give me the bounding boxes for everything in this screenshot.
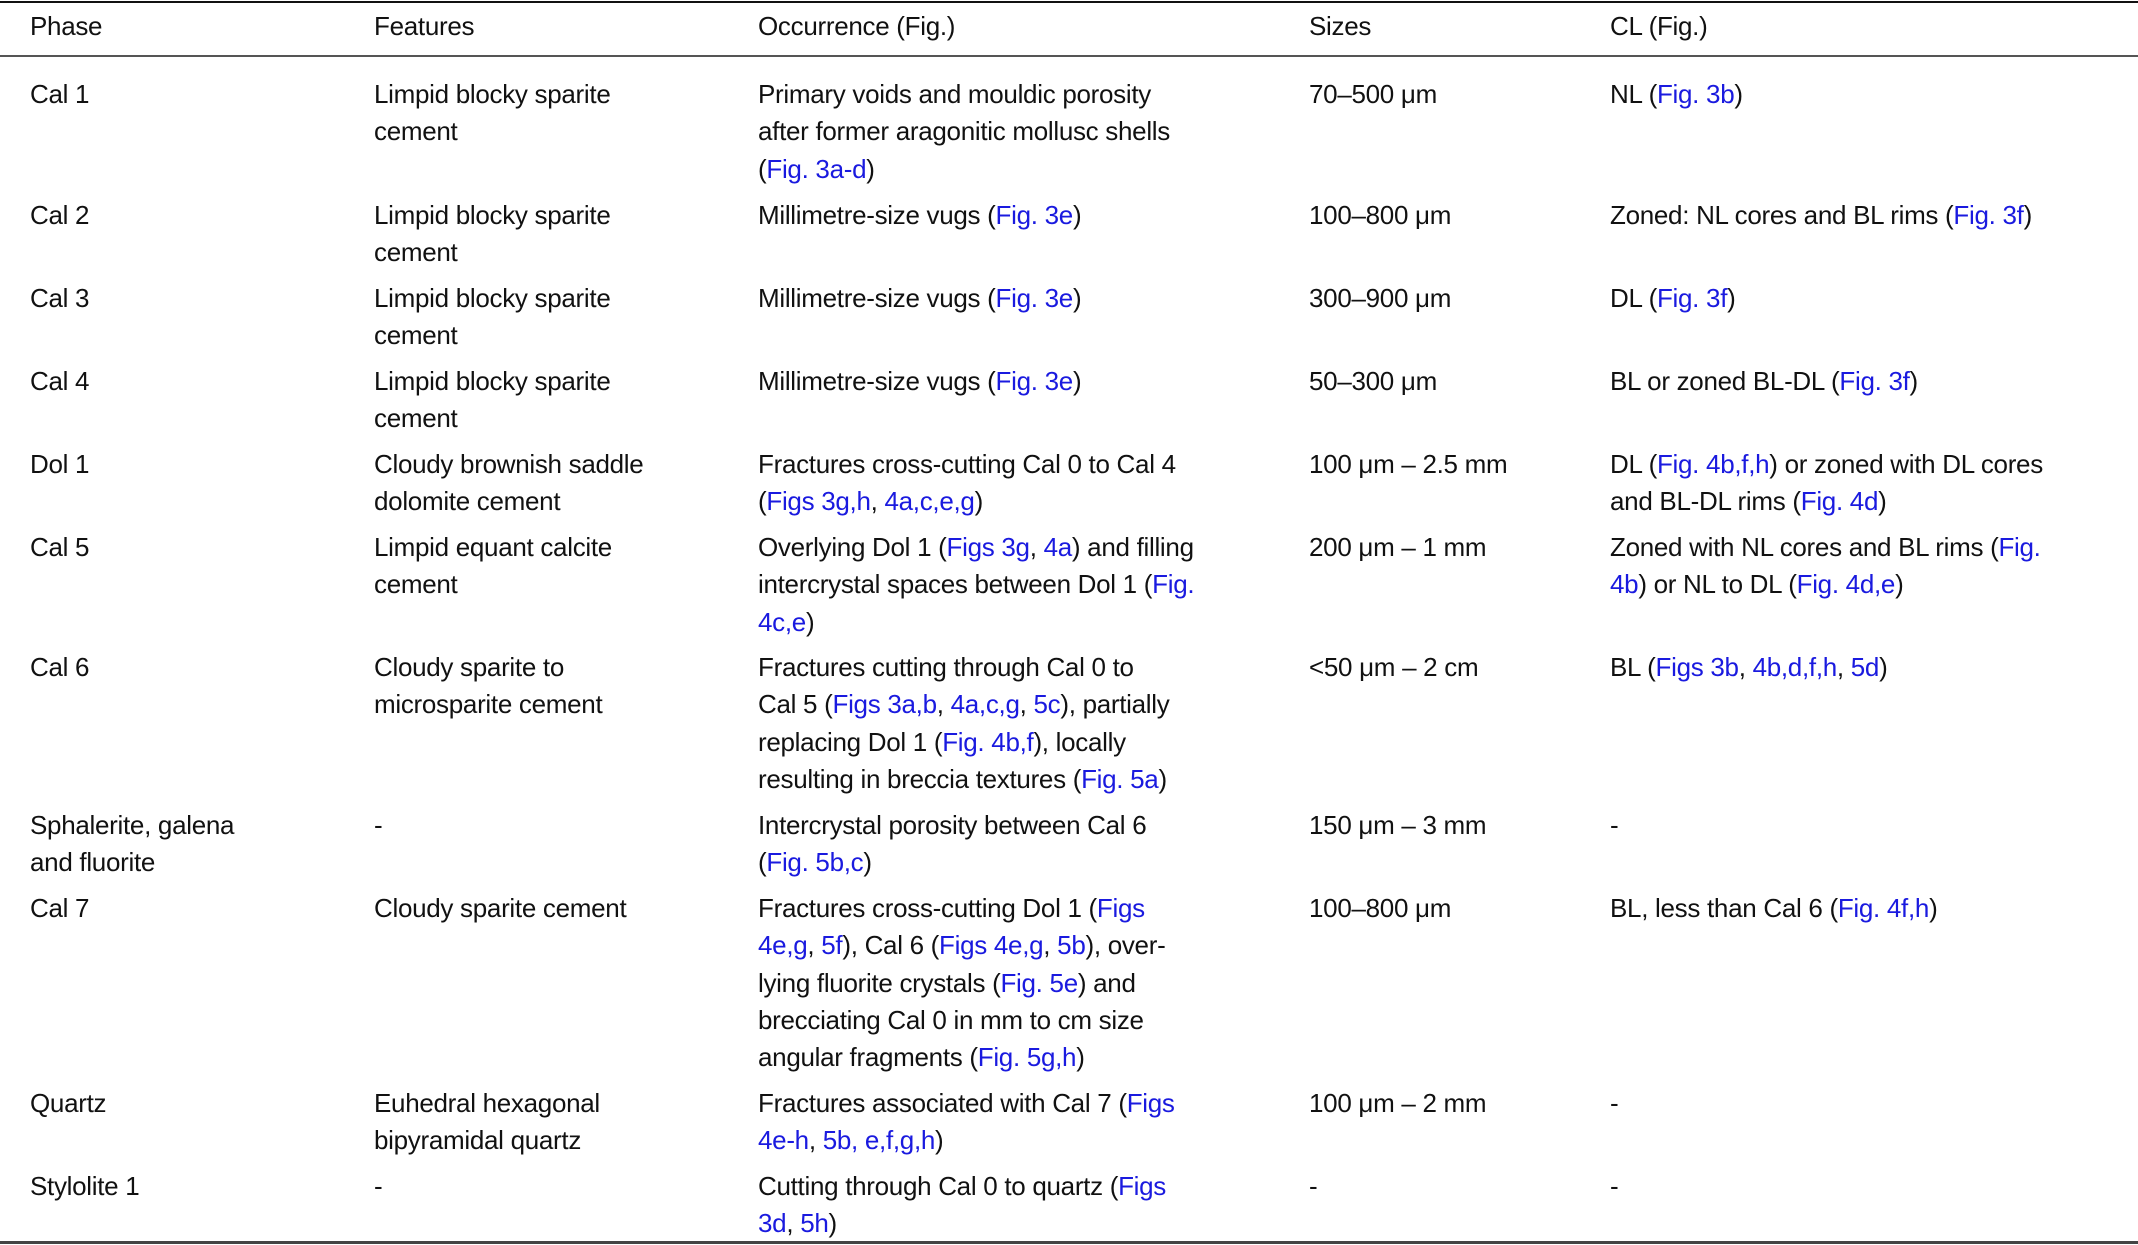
cell-text: ) and filling [1071, 532, 1194, 562]
cell-text: 70–500 μm [1309, 79, 1437, 109]
figure-link[interactable]: Fig. 4d,e [1796, 569, 1896, 600]
cell-text: ( [758, 847, 767, 878]
cell-text: angular fragments ( [758, 1042, 978, 1073]
cell-line [374, 566, 612, 603]
figure-link[interactable]: Fig. 4f,h [1837, 893, 1930, 923]
figure-link[interactable]: Fig. 3f [1839, 366, 1910, 396]
header-sizes: Sizes [1309, 11, 1372, 41]
cell-text: dolomite cement [374, 486, 561, 517]
cell-text: ) [1879, 652, 1888, 682]
cell-cl [1610, 76, 1743, 113]
cell-text: 100–800 μm [1309, 893, 1452, 923]
figure-link[interactable]: 4e,g [758, 930, 808, 961]
cell-phase [30, 197, 89, 234]
figure-link[interactable]: Fig. 4d [1800, 486, 1879, 517]
cell-line [1309, 890, 1451, 927]
cell-text: lying fluorite crystals ( [758, 967, 1001, 998]
cell-line [758, 1168, 1166, 1205]
cell-text: ) and [1077, 967, 1136, 998]
cell-text: , [936, 689, 951, 720]
cell-phase [30, 807, 234, 882]
cell-text: Cal 5 ( [758, 689, 833, 720]
cell-text: cement [374, 403, 458, 434]
cell-line [374, 686, 602, 723]
cell-line [1610, 649, 1887, 686]
cell-text: ) [1929, 893, 1938, 923]
cell-line [1610, 807, 1618, 844]
cell-phase [30, 529, 89, 566]
cell-line [758, 151, 1170, 188]
figure-link[interactable]: Figs 3g,h [766, 486, 871, 517]
cell-occurrence [758, 363, 1081, 400]
figure-link[interactable]: Fig. 5e [1000, 967, 1078, 998]
cell-text: cement [374, 237, 458, 268]
cell-line [30, 529, 89, 566]
cell-text: ) [1158, 763, 1167, 794]
cell-text: DL ( [1610, 449, 1657, 479]
cell-text: Millimetre-size vugs ( [758, 366, 996, 396]
cell-line [374, 483, 643, 520]
cell-text: 100 μm – 2.5 mm [1309, 449, 1508, 479]
cell-sizes [1309, 446, 1507, 483]
cell-text: Cutting through Cal 0 to quartz ( [758, 1171, 1119, 1201]
cell-text: ) [1072, 283, 1082, 313]
header-features: Features [374, 11, 475, 41]
cell-text: BL, less than Cal 6 ( [1610, 893, 1838, 923]
cell-text: Cloudy sparite cement [374, 893, 627, 923]
cell-text: Primary voids and mouldic porosity [758, 79, 1151, 109]
cell-text: and fluorite [30, 847, 156, 878]
cell-text: Cal 5 [30, 532, 90, 562]
cell-text: cement [374, 569, 458, 600]
cell-line [1610, 483, 2043, 520]
cell-text: Euhedral hexagonal [374, 1088, 600, 1118]
cell-line [758, 197, 1081, 234]
figure-link[interactable]: Fig. 4b,f [942, 726, 1034, 757]
cell-features [374, 649, 602, 724]
cell-text: microsparite cement [374, 689, 603, 720]
cell-text: - [374, 810, 383, 840]
figure-link[interactable]: Fig. 3e [995, 200, 1073, 230]
cell-line [1610, 890, 1937, 927]
cell-line [758, 686, 1169, 723]
cell-line [30, 1085, 106, 1122]
cell-text: Cal 3 [30, 283, 90, 313]
cell-text: 100–800 μm [1309, 200, 1452, 230]
cell-cl [1610, 890, 1937, 927]
cell-text: ) [1072, 366, 1082, 396]
header-cl: CL (Fig.) [1610, 11, 1708, 41]
cell-sizes [1309, 1168, 1317, 1205]
cell-line [1309, 197, 1451, 234]
cell-line [758, 761, 1169, 798]
cell-line [374, 1085, 600, 1122]
cell-cl [1610, 280, 1735, 317]
cell-line [374, 807, 382, 844]
cell-text: Limpid blocky sparite [374, 79, 611, 109]
cell-sizes [1309, 280, 1451, 317]
cell-line [374, 234, 610, 271]
cell-text: , [1043, 930, 1058, 961]
cell-line [374, 446, 643, 483]
cell-text: 300–900 μm [1309, 283, 1452, 313]
cell-line [30, 76, 89, 113]
cell-text: ( [758, 486, 767, 517]
cell-features [374, 76, 610, 151]
header-rule [0, 55, 2138, 57]
cell-line [758, 280, 1081, 317]
cell-cl [1610, 649, 1887, 686]
cell-text: 100 μm – 2 mm [1309, 1088, 1487, 1118]
cell-line [30, 844, 234, 881]
cell-line [374, 1168, 382, 1205]
cell-text: ( [758, 153, 767, 184]
cell-line [1610, 76, 1743, 113]
cell-occurrence [758, 280, 1081, 317]
cell-text: Cal 2 [30, 200, 90, 230]
cell-text: NL ( [1610, 79, 1657, 109]
cell-features [374, 197, 610, 272]
cell-text: ) [1895, 569, 1904, 600]
cell-line [758, 927, 1165, 964]
cell-text: Fractures cross-cutting Cal 0 to Cal 4 [758, 449, 1176, 479]
cell-text: , [1019, 689, 1034, 720]
cell-text: ) [863, 847, 872, 878]
cell-features [374, 363, 610, 438]
cell-text: - [1610, 1171, 1619, 1201]
cell-line [374, 197, 610, 234]
cell-line [758, 965, 1165, 1002]
cell-line [1309, 446, 1507, 483]
figure-link[interactable]: Figs 3a,b [832, 689, 937, 720]
cell-text: ) [1727, 283, 1736, 313]
cell-occurrence [758, 807, 1146, 882]
cell-text: BL ( [1610, 652, 1656, 682]
cell-text: Cal 4 [30, 366, 90, 396]
figure-link[interactable]: 5d [1850, 652, 1880, 682]
cell-sizes [1309, 529, 1486, 566]
cell-sizes [1309, 197, 1451, 234]
cell-text: resulting in breccia textures ( [758, 763, 1082, 794]
cell-sizes [1309, 1085, 1486, 1122]
cell-line [1610, 1085, 1618, 1122]
cell-text: Limpid equant calcite [374, 532, 612, 562]
cell-phase [30, 280, 89, 317]
cell-text: bipyramidal quartz [374, 1125, 582, 1156]
cell-text: ) [1072, 200, 1082, 230]
cell-text: - [374, 1171, 383, 1201]
cell-line [30, 1168, 139, 1205]
figure-link[interactable]: 3d [758, 1208, 787, 1239]
cell-text: and BL-DL rims ( [1610, 486, 1801, 517]
cell-text: ), Cal 6 ( [842, 930, 940, 961]
cell-features [374, 890, 626, 927]
cell-text: ) [1734, 79, 1743, 109]
cell-text: Fractures cutting through Cal 0 to [758, 652, 1134, 682]
figure-link[interactable]: Fig. [1998, 532, 2041, 562]
cell-line [374, 76, 610, 113]
cell-text: Zoned with NL cores and BL rims ( [1610, 532, 1999, 562]
header-phase: Phase [30, 11, 103, 41]
cell-text: 150 μm – 3 mm [1309, 810, 1487, 840]
cell-occurrence [758, 529, 1194, 641]
figure-link[interactable]: Fig. 3e [995, 366, 1073, 396]
figure-link[interactable]: Fig. 3a-d [766, 153, 867, 184]
cell-text: Quartz [30, 1088, 107, 1118]
cell-phase [30, 890, 89, 927]
header-occurrence: Occurrence (Fig.) [758, 11, 956, 41]
cell-line [758, 1085, 1175, 1122]
cell-line [30, 649, 89, 686]
cell-text: ), partially [1060, 689, 1170, 720]
cell-occurrence [758, 197, 1081, 234]
cell-cl [1610, 1085, 1618, 1122]
cell-text: , [808, 1125, 823, 1156]
cell-line [758, 529, 1194, 566]
cell-occurrence [758, 890, 1165, 1076]
cell-cl [1610, 363, 1918, 400]
cell-text: Cal 6 [30, 652, 90, 682]
cell-text: , [1836, 652, 1851, 682]
cell-line [30, 363, 89, 400]
cell-sizes [1309, 363, 1437, 400]
figure-link[interactable]: 5f [821, 930, 843, 961]
figure-link[interactable]: Fig. 5a [1081, 763, 1159, 794]
cell-occurrence [758, 649, 1169, 798]
cell-text: 50–300 μm [1309, 366, 1437, 396]
figure-link[interactable]: Figs [1118, 1171, 1167, 1201]
cell-phase [30, 1168, 139, 1205]
cell-line [758, 844, 1146, 881]
cell-line [1610, 197, 2032, 234]
cell-sizes [1309, 890, 1451, 927]
cell-line [374, 363, 610, 400]
cell-line [758, 807, 1146, 844]
cell-line [374, 890, 626, 927]
cell-text: ) [828, 1208, 837, 1239]
cell-line [758, 363, 1081, 400]
figure-link[interactable]: Fig. 3f [1656, 283, 1728, 313]
cell-sizes [1309, 807, 1486, 844]
cell-text: BL or zoned BL-DL ( [1610, 366, 1840, 396]
cell-line [30, 807, 234, 844]
cell-text: , [786, 1208, 801, 1239]
cell-text: Zoned: NL cores and BL rims ( [1610, 200, 1954, 230]
cell-line [1309, 76, 1437, 113]
cell-text: Limpid blocky sparite [374, 366, 611, 396]
cell-occurrence [758, 76, 1170, 188]
cell-line [758, 76, 1170, 113]
cell-text: , [1738, 652, 1753, 682]
cell-text: ) [866, 153, 875, 184]
cell-text: Limpid blocky sparite [374, 200, 611, 230]
cell-sizes [1309, 649, 1478, 686]
cell-phase [30, 1085, 106, 1122]
cell-text: Cloudy brownish saddle [374, 449, 644, 479]
cell-text: Stylolite 1 [30, 1171, 140, 1201]
figure-link[interactable]: Fig. 5b,c [766, 847, 864, 878]
table-bottom-rule [0, 1241, 2138, 1244]
cell-line [30, 446, 89, 483]
cell-text: replacing Dol 1 ( [758, 726, 943, 757]
cell-line [1610, 529, 2041, 566]
cell-features [374, 1085, 600, 1160]
figure-link[interactable]: Fig. [1152, 569, 1195, 600]
cell-phase [30, 649, 89, 686]
figure-link[interactable]: Figs 3b [1655, 652, 1739, 682]
cell-features [374, 446, 643, 521]
figure-link[interactable]: 5b [1057, 930, 1086, 961]
cell-line [30, 197, 89, 234]
figure-link[interactable]: 5h [800, 1208, 829, 1239]
cell-phase [30, 363, 89, 400]
cell-features [374, 280, 610, 355]
cell-text: - [1309, 1171, 1318, 1201]
cell-line [758, 604, 1194, 641]
figure-link[interactable]: 5b, e,f,g,h [822, 1125, 936, 1156]
cell-features [374, 1168, 382, 1205]
figure-link[interactable]: Fig. 5g,h [977, 1042, 1077, 1073]
cell-text: ) [2023, 200, 2032, 230]
figure-link[interactable]: Fig. 3f [1953, 200, 2024, 230]
cell-text: ) [1076, 1042, 1085, 1073]
cell-line [30, 280, 89, 317]
cell-cl [1610, 529, 2041, 604]
cell-line [1309, 1168, 1317, 1205]
cell-text: ) [935, 1125, 944, 1156]
cell-cl [1610, 197, 2032, 234]
cell-text: ), over- [1085, 930, 1166, 961]
cell-phase [30, 76, 89, 113]
cell-line [1309, 280, 1451, 317]
cell-text: Millimetre-size vugs ( [758, 283, 996, 313]
cell-line [374, 649, 602, 686]
cell-text: brecciating Cal 0 in mm to cm size [758, 1004, 1144, 1035]
cell-line [758, 446, 1176, 483]
cell-occurrence [758, 1168, 1166, 1243]
cell-text: <50 μm – 2 cm [1309, 652, 1479, 682]
figure-link[interactable]: 4c,e [758, 606, 806, 637]
cell-line [1309, 807, 1486, 844]
figure-link[interactable]: 4a,c,e,g [884, 486, 975, 517]
cell-line [1309, 1085, 1486, 1122]
cell-text: ) [1878, 486, 1887, 517]
cell-sizes [1309, 76, 1437, 113]
cell-line [1610, 446, 2043, 483]
cell-phase [30, 446, 89, 483]
cell-text: Fractures associated with Cal 7 ( [758, 1088, 1127, 1118]
cell-text: ) or zoned with DL cores [1769, 449, 2043, 479]
figure-link[interactable]: Figs [1126, 1088, 1175, 1118]
cell-line [758, 1039, 1165, 1076]
cell-line [374, 1122, 600, 1159]
cell-text: Cal 1 [30, 79, 90, 109]
cell-occurrence [758, 446, 1176, 521]
cell-line [758, 649, 1169, 686]
cell-features [374, 529, 612, 604]
cell-line [374, 280, 610, 317]
figure-link[interactable]: Fig. 4b,f,h [1656, 449, 1770, 479]
figure-link[interactable]: 4b [1610, 569, 1639, 600]
cell-text: ), locally [1033, 726, 1126, 757]
figure-link[interactable]: Fig. 3e [995, 283, 1073, 313]
cell-line [758, 566, 1194, 603]
cell-text: ) [805, 606, 815, 637]
cell-cl [1610, 1168, 1618, 1205]
cell-text: - [1610, 1088, 1619, 1118]
cell-text: , [807, 930, 822, 961]
cell-text: after former aragonitic mollusc shells [758, 116, 1170, 147]
cell-text: Cal 7 [30, 893, 90, 923]
cell-occurrence [758, 1085, 1175, 1160]
figure-link[interactable]: 4a,c,g [950, 689, 1020, 720]
cell-text: Overlying Dol 1 ( [758, 532, 947, 562]
cell-line [1309, 649, 1478, 686]
cell-line [758, 1122, 1175, 1159]
cell-line [758, 1002, 1165, 1039]
cell-text: Sphalerite, galena [30, 810, 235, 840]
cell-line [1610, 280, 1735, 317]
cell-text: Cloudy sparite to [374, 652, 565, 682]
figure-link[interactable]: Figs 3g [946, 532, 1030, 562]
cell-text: ) or NL to DL ( [1638, 569, 1797, 600]
cell-cl [1610, 446, 2043, 521]
cell-text: intercrystal spaces between Dol 1 ( [758, 569, 1153, 600]
cell-line [374, 529, 612, 566]
cell-text: Limpid blocky sparite [374, 283, 611, 313]
cell-line [1309, 529, 1486, 566]
figure-link[interactable]: Fig. 3b [1656, 79, 1735, 109]
cell-cl [1610, 807, 1618, 844]
cell-text: ) [974, 486, 983, 517]
cell-line [374, 113, 610, 150]
cell-line [1610, 1168, 1618, 1205]
figure-link[interactable]: Figs [1096, 893, 1145, 923]
cell-text: Intercrystal porosity between Cal 6 [758, 810, 1147, 840]
cell-line [30, 890, 89, 927]
cell-text: 200 μm – 1 mm [1309, 532, 1487, 562]
cell-text: , [870, 486, 885, 517]
cell-features [374, 807, 382, 844]
cell-text: cement [374, 116, 458, 147]
cell-line [374, 317, 610, 354]
figure-link[interactable]: 4b,d,f,h [1752, 652, 1837, 682]
cell-line [758, 724, 1169, 761]
figure-link[interactable]: Figs 4e,g [939, 930, 1044, 961]
cell-line [758, 1205, 1166, 1242]
cell-text: cement [374, 320, 458, 351]
figure-link[interactable]: 4e-h [758, 1125, 809, 1156]
cell-text: Millimetre-size vugs ( [758, 200, 996, 230]
figure-link[interactable]: 5c [1033, 689, 1061, 720]
cell-line [1309, 363, 1437, 400]
cell-text: DL ( [1610, 283, 1657, 313]
cell-text: Fractures cross-cutting Dol 1 ( [758, 893, 1097, 923]
cell-text: Dol 1 [30, 449, 90, 479]
cell-line [374, 400, 610, 437]
cell-line [758, 483, 1176, 520]
cell-text: , [1029, 532, 1044, 562]
cell-line [758, 113, 1170, 150]
figure-link[interactable]: 4a [1043, 532, 1072, 562]
cell-line [1610, 363, 1918, 400]
cell-line [758, 890, 1165, 927]
cell-line [1610, 566, 2041, 603]
cell-text: - [1610, 810, 1619, 840]
cell-text: ) [1909, 366, 1918, 396]
table-top-rule [0, 1, 2138, 3]
